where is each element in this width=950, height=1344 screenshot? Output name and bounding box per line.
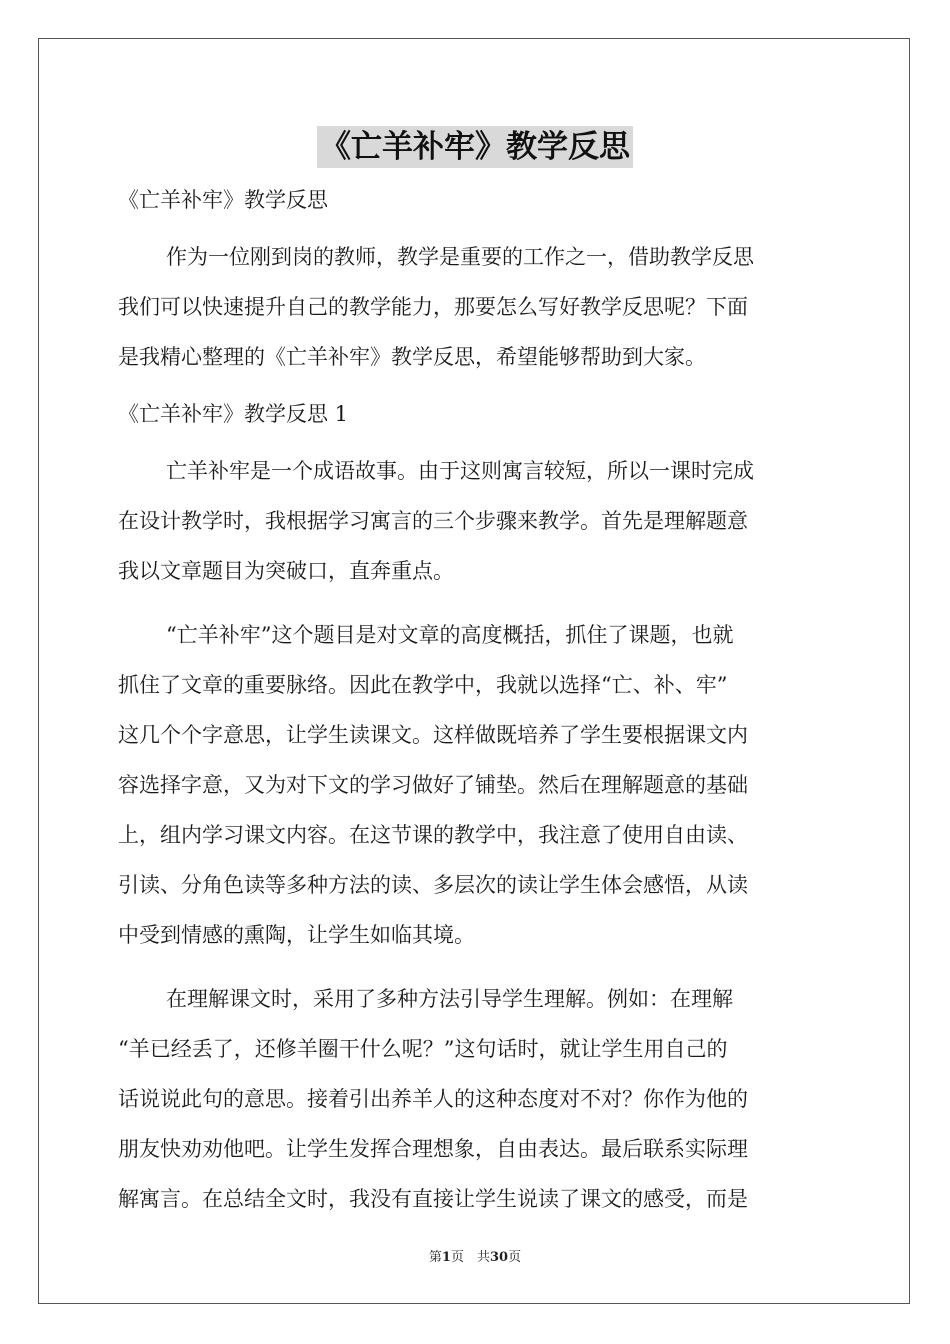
text-line: 亡羊补牢是一个成语故事。由于这则寓言较短，所以一课时完成 (166, 459, 754, 483)
intro-paragraph (118, 232, 834, 382)
page-footer (0, 1246, 950, 1265)
paragraph-1 (118, 446, 834, 596)
text-line: 上，组内学习课文内容。在这节课的教学中，我注意了使用自由读、 (118, 823, 748, 847)
text-line: 抓住了文章的重要脉络。因此在教学中，我就以选择“亡、补、牢” (118, 673, 728, 697)
text-line: 容选择字意，又为对下文的学习做好了铺垫。然后在理解题意的基础 (118, 773, 748, 797)
text-line: 我们可以快速提升自己的教学能力，那要怎么写好教学反思呢？下面 (118, 295, 748, 319)
text-line: 在理解课文时，采用了多种方法引导学生理解。例如：在理解 (166, 987, 733, 1011)
text-line: “羊已经丢了，还修羊圈干什么呢？”这句话时，就让学生用自己的 (118, 1037, 728, 1061)
text-line: 解寓言。在总结全文时，我没有直接让学生说读了课文的感受，而是 (118, 1187, 748, 1211)
text-line: 朋友快劝劝他吧。让学生发挥合理想象，自由表达。最后联系实际理 (118, 1137, 748, 1161)
title-container (0, 126, 950, 168)
text-line: 我以文章题目为突破口，直奔重点。 (118, 559, 454, 583)
text-line: 在设计教学时，我根据学习寓言的三个步骤来教学。首先是理解题意 (118, 509, 748, 533)
document-title: 《亡羊补牢》教学反思 (317, 126, 633, 168)
text-line: “亡羊补牢”这个题目是对文章的高度概括，抓住了课题，也就 (166, 623, 734, 647)
text-line: 作为一位刚到岗的教师，教学是重要的工作之一，借助教学反思 (166, 245, 754, 269)
text-line: 是我精心整理的《亡羊补牢》教学反思，希望能够帮助到大家。 (118, 345, 706, 369)
footer-prefix: 第 (428, 1250, 442, 1265)
footer-total-pages: 30 (489, 1250, 509, 1265)
document-body (118, 182, 834, 1238)
footer-suffix: 页 (508, 1250, 522, 1265)
document-subtitle: 《亡羊补牢》教学反思 (118, 188, 328, 212)
paragraph-2 (118, 610, 834, 960)
text-line: 话说说此句的意思。接着引出养羊人的这种态度对不对？你作为他的 (118, 1087, 748, 1111)
section-heading: 《亡羊补牢》教学反思 1 (118, 402, 349, 426)
footer-mid: 页 共 (450, 1250, 490, 1265)
paragraph-3 (118, 974, 834, 1224)
text-line: 引读、分角色读等多种方法的读、多层次的读让学生体会感悟，从读 (118, 873, 748, 897)
text-line: 这几个个字意思，让学生读课文。这样做既培养了学生要根据课文内 (118, 723, 748, 747)
footer-current-page: 1 (441, 1250, 451, 1265)
text-line: 中受到情感的熏陶，让学生如临其境。 (118, 923, 475, 947)
